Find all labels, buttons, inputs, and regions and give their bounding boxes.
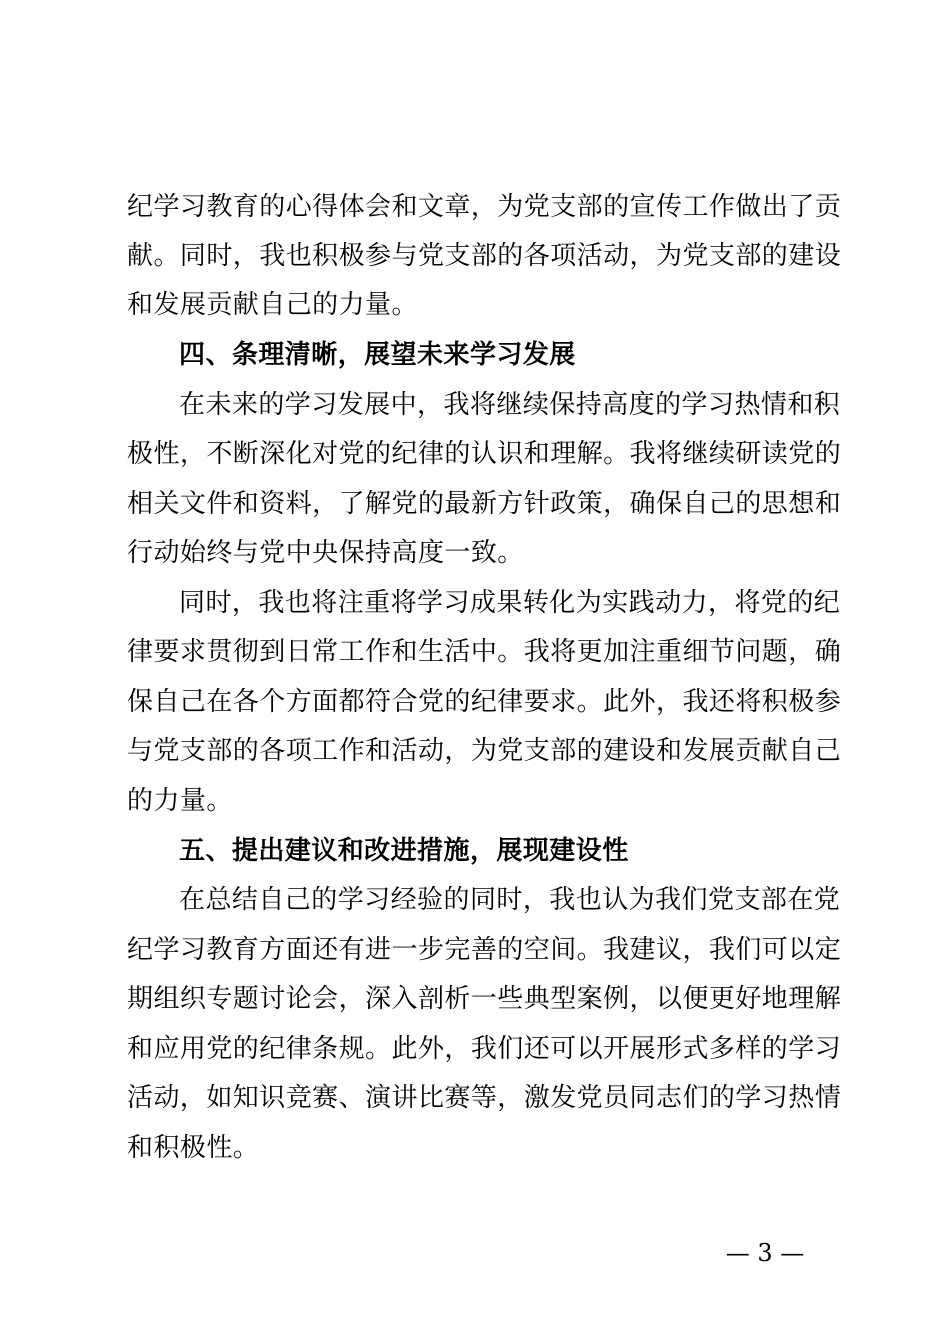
section-heading-4: 四、条理清晰，展望未来学习发展: [179, 340, 576, 370]
section-heading-5: 五、提出建议和改进措施，展现建设性: [179, 836, 629, 866]
body-text-line: 与党支部的各项工作和活动，为党支部的建设和发展贡献自己: [127, 736, 842, 766]
body-text-line: 纪学习教育方面还有进一步完善的空间。我建议，我们可以定: [127, 935, 842, 965]
body-text-line: 相关文件和资料，了解党的最新方针政策，确保自己的思想和: [127, 489, 842, 519]
body-text-line: 的力量。: [127, 786, 233, 816]
body-text-line: 和发展贡献自己的力量。: [127, 290, 418, 320]
body-text-line: 在总结自己的学习经验的同时，我也认为我们党支部在党: [179, 885, 841, 915]
body-text-line: 纪学习教育的心得体会和文章，为党支部的宣传工作做出了贡: [127, 192, 842, 222]
body-text-line: 同时，我也将注重将学习成果转化为实践动力，将党的纪: [179, 588, 841, 618]
body-text-line: 在未来的学习发展中，我将继续保持高度的学习热情和积: [179, 390, 841, 420]
body-text-line: 和应用党的纪律条规。此外，我们还可以开展形式多样的学习: [127, 1034, 842, 1064]
body-text-line: 和积极性。: [127, 1133, 260, 1163]
body-text-line: 期组织专题讨论会，深入剖析一些典型案例，以便更好地理解: [127, 984, 842, 1014]
body-text-line: 保自己在各个方面都符合党的纪律要求。此外，我还将积极参: [127, 687, 842, 717]
body-text-line: 律要求贯彻到日常工作和生活中。我将更加注重细节问题，确: [127, 637, 842, 667]
body-text-line: 献。同时，我也积极参与党支部的各项活动，为党支部的建设: [127, 241, 842, 271]
body-text-line: 行动始终与党中央保持高度一致。: [127, 538, 524, 568]
body-text-line: 活动，如知识竞赛、演讲比赛等，激发党员同志们的学习热情: [127, 1083, 842, 1113]
body-text-line: 极性，不断深化对党的纪律的认识和理解。我将继续研读党的: [127, 439, 842, 469]
page-number: — 3 —: [725, 1239, 805, 1267]
